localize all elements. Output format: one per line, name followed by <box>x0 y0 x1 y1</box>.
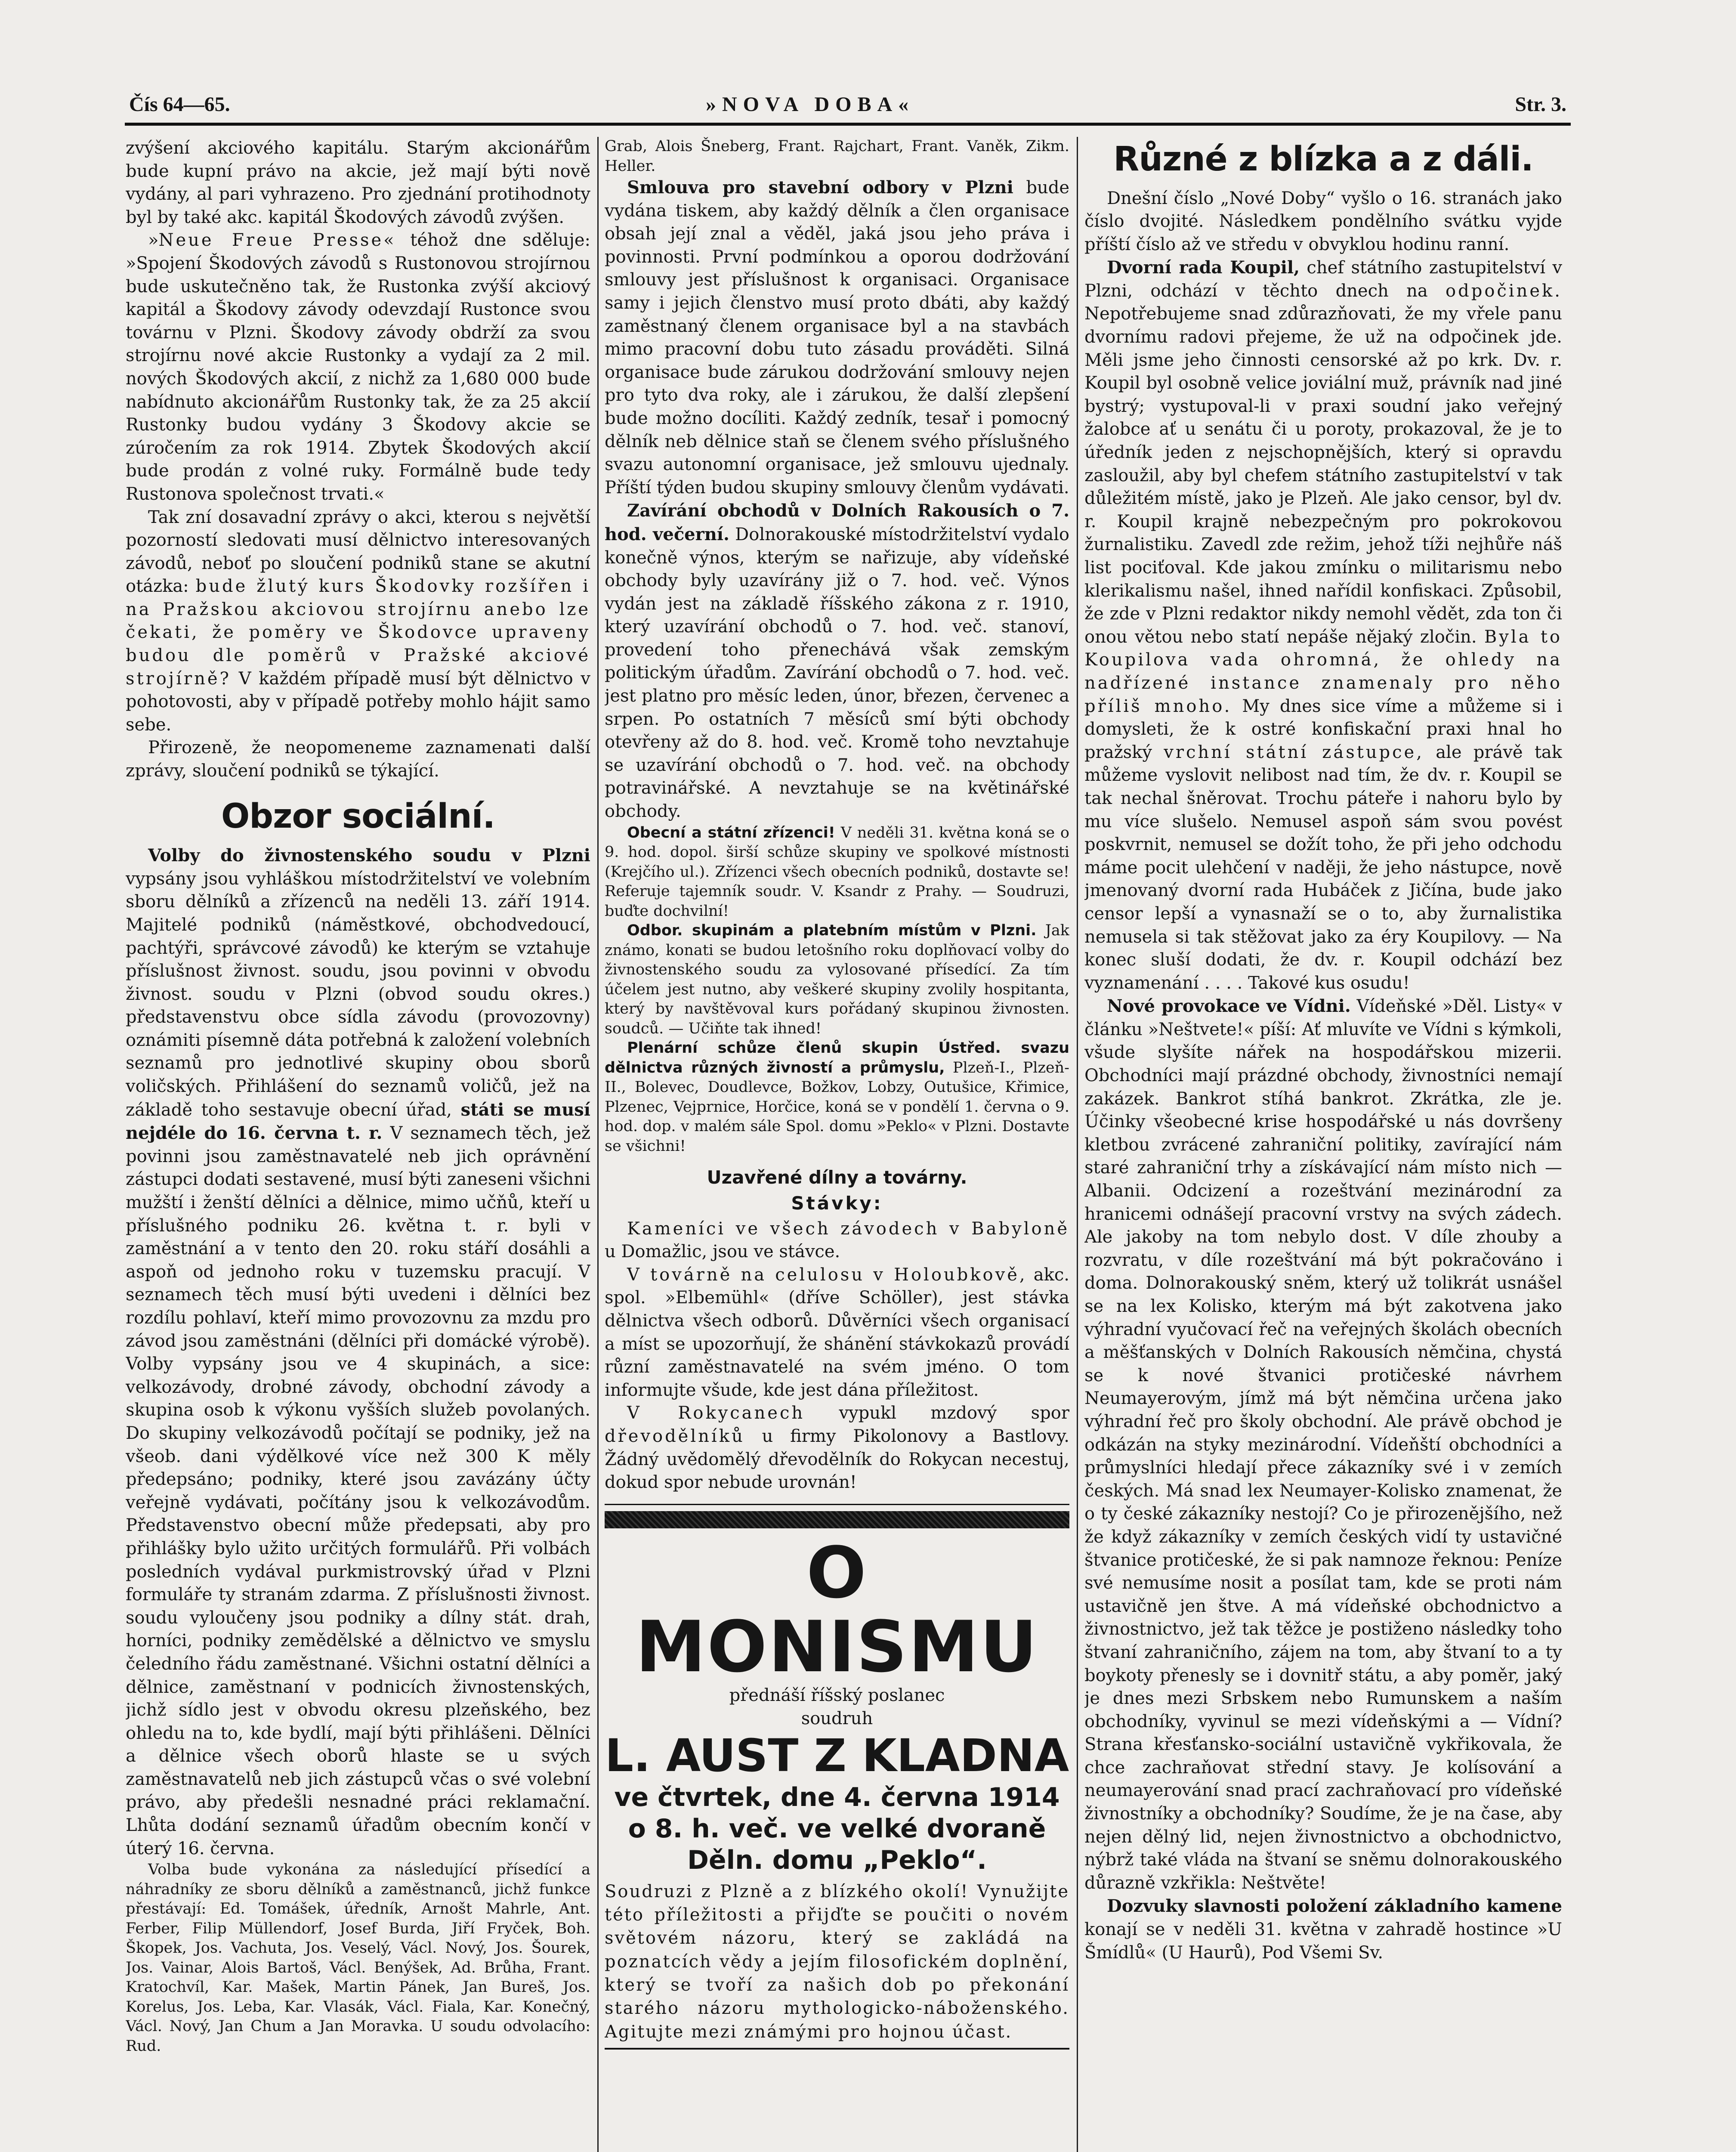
article-paragraph: Volba bude vykonána za následující přísedící a náhradníky ze sboru dělníků a zaměstnanců, jichž funkce přestávají: Ed. Tomášek, úředník, Arnošt Mahrle, Ant. Ferber, Filip Müllendorf, Josef Burda, Jiří Fryček, Boh. Škopek, Jos. Vachuta, Jos. Veselý, Václ. Nový, Jos. Šourek, Jos. Vainar, Alois Bartoš, Václ. Benýšek, Ad. Brůha, Frant. Kratochvíl, Kar. Mašek, Martin Pánek, Jan Bureš, Jos. Korelus, Jos. Leba, Kar. Vlasák, Václ. Fiala, Kar. Konečný, Václ. Nový, Jan Chum a Jan Moravka. U soudu odvolacího: Rud. <box>126 1861 590 2055</box>
header-rule <box>125 123 1571 126</box>
ad-body: Soudruzi z Plzně a z blízkého okolí! Vynužijte této příležitosti a přijďte se poučiti o novém světovém názoru, který se zakládá na poznatcích vědy a jejím filosofickém doplnění, který se tvoří za našich dob po překonání starého názoru mythologicko-náboženského. Agitujte mezi známými pro hojnou účast. <box>605 1881 1069 2042</box>
article-paragraph: zvýšení akciového kapitálu. Starým akcionářům bude kupní právo na akcie, jež mají býti nově vydány, al pari vyhrazeno. Pro zjednání protihodnoty byl by také akc. kapitál Škodových závodů zvýšen. <box>126 138 590 227</box>
ad-venue: Děln. domu „Peklo“. <box>687 1845 987 1876</box>
page-header <box>129 93 1566 123</box>
article-zavirani: Zavírání obchodů v Dolních Rakousích o 7. hod. večerní. Dolnorakouské místodržitelství vydalo konečně výnos, kterým se nařizuje, aby vídeňské obchody byly uzavírány již o 7. hod. več. Výnos vydán jest na základě říšského zákona z r. 1910, který uzavírání obchodů o 7. hod. več. stanoví, provedení toho přenechává však zemským politickým úřadům. Zavírání obchodů o 7. hod. več. jest platno pro měsíc leden, únor, březen, červenec a srpen. Po ostatních 7 měsíců smí býti obchody otevřeny až do 8. hod. več. Kromě toho nevztahuje se uzavírání obchodů o 7. hod. več. na obchody potravinářské. A nevztahuje se na květinářské obchody. <box>605 501 1069 822</box>
article-volby: Volby do živnostenského soudu v Plzni vypsány jsou vyhláškou místodržitelství ve volebním sboru dělníků a zřízenců na neděli 13. září 1914. Majitelé podniků (náměstkové, obchodvedoucí, pachtýři, správcové závodů) ke kterým se vztahuje příslušnost živnost. soudu, jsou povinni v obvodu živnost. soudu v Plzni (obvod soudu okres.) představenstvu obce sídla závodu (provozovny) oznámiti písemně dáta potřebná k založení volebních seznamů pro jednotlivé skupiny obou sborů voličských. Přihlášení do seznamů voličů, jež na základě toho sestavuje obecní úřad, státi se musí nejdéle do 16. června t. r. V seznamech těch, jež povinni jsou zaměstnavatelé neb jich oprávnění zástupci dodati sestavené, musí býti zaneseni všichni mužští i ženští dělníci a dělnice, mimo učňů, kteří u příslušného podniku 26. května t. r. byli v zaměstnání a v tento den 20. roku stáří dosáhli a aspoň od jednoho roku v tuzemsku pracují. V seznamech těch musí býti uvedeni i dělníci bez rozdílu pohlaví, kteří mimo provozovnu za mzdu pro závod jsou zaměstnáni (dělníci při domácké výrobě). Volby vypsány jsou ve 4 skupinách, a sice: velkozávody, drobné závody, obchodní závody a skupina osob k výkonu vyšších služeb povolaných. Do skupiny velkozávodů počítají se podniky, jež na všeob. dani výdělkové více než 300 K měly předepsáno; podniky, které jsou zavázány účty veřejně vydávati, počítány jsou k velkozávodům. Představenstvo obecní může předepsati, aby pro přihlášky bylo užito určitých formulářů. Při volbách posledních vydával purkmistrovský úřad v Plzni formuláře ty stranám zdarma. Z příslušnosti živnost. soudu vyloučeny jsou podniky a dílny stát. drah, horníci, podniky zemědělské a dělnictvo ve smyslu čeledního řádu zaměstnané. Všichni ostatní dělníci a dělnice, zaměstnaní v podnicích živnostenských, jichž sídlo jest v obvodu okresu plzeňského, bez ohledu na to, kde bydlí, mají býti přihlášeni. Dělníci a dělnice všech oborů hlaste se u svých zaměstnavatelů neb jich zástupců včas o své volební právo, aby předešli nesnadné práci reklamační. Lhůta dodání seznamů úřadům obecním končí v úterý 16. června. <box>126 845 590 1858</box>
ad-bottom-rule <box>605 2048 1069 2050</box>
strike-item: V Rokycanech vypukl mzdový spor dřevodělníků u firmy Pikolonovy a Bastlovy. Žádný uvědomělý dřevodělník do Rokycan necestuj, dokud spor nebude urovnán! <box>605 1403 1069 1493</box>
advertisement-monismus <box>605 1504 1069 2050</box>
article-paragraph: Dnešní číslo „Nové Doby“ vyšlo o 16. stranách jako číslo dvojité. Následkem pondělního svátku vyjde příští číslo až ve středu v obvyklou hodinu ranní. <box>1084 188 1562 254</box>
article-paragraph: Grab, Alois Šneberg, Frant. Rajchart, Frant. Vaněk, Zikm. Heller. <box>605 138 1069 175</box>
section-heading-ruzne: Různé z blízka a z dáli. <box>1113 140 1533 179</box>
article-paragraph: Tak zní dosavadní zprávy o akci, kterou s největší pozorností sledovati musí dělnictvo interesovaných závodů, neboť po sloučení podniků stane se akutní otázka: bude žlutý kurs Škodovky rozšířen i na Pražskou akciovou strojírnu anebo lze čekati, že poměry ve Škodovce upraveny budou dle poměrů v Pražské akciové strojírně? V každém případě musí být dělnictvo v pohotovosti, aby v případě potřeby mohlo hájit samo sebe. <box>126 507 590 735</box>
ad-speaker: L. AUST Z KLADNA <box>605 1729 1069 1782</box>
notice-odbor: Odbor. skupinám a platebním místům v Plzni. Jak známo, konati se budou letošního roku doplňovací volby do živnostenského soudu za vylosované přísedící. Za tím účelem jest nutno, aby veškeré skupiny zvolily hospitanta, který by navštěvoval kurs pořádaný skupinou živnosten. soudců. — Učiňte tak ihned! <box>605 922 1069 1037</box>
section-heading-obzor: Obzor sociální. <box>221 797 495 836</box>
article-smlouva: Smlouva pro stavební odbory v Plzni bude vydána tiskem, aby každý dělník a člen organisace obsah její znal a věděl, jaká jsou jeho práva i povinnosti. První podmínkou a oporou dodržování smlouvy jest příslušnost k organisaci. Organisace samy i jejich členstvo musí proto dbáti, aby každý zaměstnaný členem organisace byl a na stavbách mimo pracovní dobu tuto zásadu prováděti. Silná organisace bude zárukou dodržování smlouvy nejen pro tyto dva roky, ale i zárukou, že další zlepšení bude možno docíliti. Každý zedník, tesař i pomocný dělník neb dělnice staň se členem svého příslušného svazu autonomní organisace, jež smlouvu ujednaly. Příští týden budou skupiny smlouvy členům vydávati. <box>605 177 1069 498</box>
column-divider <box>597 137 599 2152</box>
ad-decorative-band <box>605 1511 1069 1528</box>
notice-obecni: Obecní a státní zřízenci! V neděli 31. května koná se o 9. hod. dopol. širší schůze skupiny ve spolkové místnosti (Krejčího ul.). Zřízenci všech obecních podniků, dostavte se! Referuje tajemník soudr. V. Ksandr z Prahy. — Soudruzi, buďte dochvilní! <box>605 824 1069 920</box>
article-paragraph: »Neue Freue Presse« téhož dne sděluje: »Spojení Škodových závodů s Rustonovou strojírnou bude uskutečněno tak, že Rustonka zvýší akciový kapitál a Škodovy závody odevzdají Rustonce svou továrnu v Plzni. Škodovy závody obdrží za svou strojírnu nové akcie Rustonky a vydají za 2 mil. nových Škodových akcií, z nichž za 1,680 000 bude nabídnuto akcionářům Rustonky tak, že za 25 akcií Rustonky budou vydány 3 Škodovy akcie se zúročením za rok 1914. Zbytek Škodových akcií bude prodán z volné ruky. Formálně bude tedy Rustonova společnost trvati.« <box>126 230 590 504</box>
masthead-title: »NOVA DOBA« <box>706 93 915 116</box>
notice-plenarni: Plenární schůze členů skupin Ústřed. svazu dělnictva různých živností a průmyslu, Plzeň-I., Plzeň-II., Bolevec, Doudlevce, Božkov, Lobzy, Outušice, Křimice, Plzenec, Vejprnice, Horčice, koná se v pondělí 1. června o 9. hod. dop. v malém sále Spol. domu »Peklo« v Plzni. Dostavte se všichni! <box>605 1039 1069 1155</box>
heading-uzavrene-dilny: Uzavřené dílny a továrny. <box>707 1167 967 1188</box>
ad-subtitle: přednáší říšský poslanec <box>729 1685 945 1706</box>
strike-item: V továrně na celulosu v Holoubkově, akc. spol. »Elbemühl« (dříve Schöller), jest stávka dělnictva všech odborů. Důvěrníci všech organisací a míst se upozorňují, že shánění stávkokazů provádí různí zaměstnavatelé na svém jméno. O tom informujte všude, kde jest dána příležitost. <box>605 1265 1069 1400</box>
ad-date: ve čtvrtek, dne 4. června 1914 <box>614 1782 1060 1812</box>
ad-title: O MONISMU <box>635 1531 1039 1688</box>
column-divider <box>1077 137 1078 2152</box>
article-paragraph: Přirozeně, že neopomeneme zaznamenati další zprávy, sloučení podniků se týkající. <box>126 738 590 781</box>
article-provokace: Nové provokace ve Vídni. Vídeňské »Děl. Listy« v článku »Neštvete!« píší: Ať mluvíte ve Vídni s kýmkoli, všude slyšíte nářek na hospodářskou mizerii. Obchodníci mají prázdné obchody, živnostníci nemají zakázek. Bankrot stíhá bankrot. Zkrátka, zle je. Účinky všeobecné krise hospodářské u nás dovršeny kletbou zvrácené zahraniční politiky, zavírající nám staré zahraniční trhy a získávající nám místo nich — Albanii. Odcizení a rozeštvání mezinárodní za hranicemi odnášejí pracovní vrstvy na svých zádech. Ale jakoby na tom nebylo dost. V díle zhouby a rozvratu, v díle rozeštvání má být pokračováno i doma. Dolnorakouský sněm, který už tolikrát usnášel se na lex Kolisko, kterým má být zakotvena jako výhradní vyučovací řeč na veřejných školách obecních a měšťanských v Dolních Rakousích němčina, chystá se k nové štvanici protičeské návrhem Neumayerovým, jímž má být němčina určena jako výhradní řeč pro školy obchodní. Ale právě obchod je odkázán na styky mezinárodní. Vídeňští obchodníci a průmyslníci hledají přece zákazníky své i v zemích českých. Má snad lex Neumayer-Kolisko znamenat, že o ty české zákazníky nestojí? Co je přirozenějšího, než že když zákazníky v zemích českých vidí ty ustavičné štvanice protičeské, že si pak namnoze řeknou: Peníze své nemusíme nosit a posílat tam, kde se proti nám ustavičně jen štve. A má vídeňské obchodnictvo a živnostnictvo, jež tak těžce je postiženo následky toho štvaní zahraničního, zájem na tom, aby štvaní to a ty boykoty přenesly se i dovnitř státu, a aby poměr, jaký je dnes mezi Srbskem nebo Rumunskem a naším obchodníky, vyvinul se mezi vídeňskými a — Vídní? Strana křesťansko-sociální ustavičně vykřikovala, že chce zachraňovat střední stavy. Je kolísování a neumayerování snad prací zachraňovací pro vídeňské živnostníky a obchodníky? Soudíme, že je na čase, aby nejen dělný lid, nejen živnostnictvo a obchodnictvo, nýbrž také vláda na štvaní se sněmu dolnorakouského důrazně vzkřikla: Neštvěte! <box>1084 996 1562 1893</box>
article-koupil: Dvorní rada Koupil, chef státního zastupitelství v Plzni, odchází v těchto dnech na odpočinek. Nepotřebujeme snad zdůrazňovati, že my vřele panu dvornímu radovi přejeme, že už na odpočinek jde. Měli jsme jeho činnosti censorské až po krk. Dv. r. Koupil byl osobně velice joviální muž, právník nad jiné bystrý; vystupoval-li v praxi soudní jako veřejný žalobce ať u senátu či u poroty, prokazoval, že je to úředník jeden z nejschopnějších, který si opravdu zasloužil, aby byl chefem státního zastupitelství v tak důležitém místě, jako je Plzeň. Ale jako censor, byl dv. r. Koupil krajně nebezpečným pro pokrokovou žurnalistiku. Zavedl zde režim, jehož tíži nejhůře náš list pociťoval. Kde jakou zmínku o militarismu nebo klerikalismu našel, ihned nařídil konfiskaci. Způsobil, že zde v Plzni redaktor nikdy nemohl vědět, zda ton či onou větou nebo statí nepáše nějaký zločin. Byla to Koupilova vada ohromná, že ohledy na nadřízené instance znamenaly pro něho příliš mnoho. My dnes sice víme a můžeme si i domysleti, že k ostré konfiskační praxi hnal ho pražský vrchní státní zástupce, ale právě tak můžeme vyslovit nelibost nad tím, že dv. r. Koupil se tak nechal šněrovat. Trochu páteře i nahoru bylo by mu více slušelo. Nemusel aspoň sám svou povést poskvrnit, nemusel se dožít toho, že při jeho odchodu máme pocit ulehčení v naději, že jeho nástupce, nově jmenovaný dvorní rada Hubáček z Jičína, bude jako censor lepší a vynasnaží se o to, aby žurnalistika nemusela si tak stěžovat jako za éry Koupilovy. — Na konec sluší dodati, že dv. r. Koupil odchází bez vyznamenání . . . . Takové kus osudu! <box>1084 257 1562 993</box>
column-2 <box>605 137 1069 2152</box>
issue-number: Čís 64—65. <box>129 93 230 116</box>
ad-subtitle: soudruh <box>801 1708 873 1728</box>
column-1 <box>126 137 590 2152</box>
page-number: Str. 3. <box>1515 93 1566 116</box>
strike-item: Kameníci ve všech závodech v Babyloně u Domažlic, jsou ve stávce. <box>605 1218 1069 1262</box>
ad-time: o 8. h. več. ve velké dvoraně <box>628 1814 1046 1844</box>
column-3 <box>1084 137 1562 2152</box>
heading-stavky: Stávky: <box>791 1193 883 1214</box>
article-dozvuky: Dozvuky slavnosti položení základního kamene konají se v neděli 31. května v zahradě hostince »U Šmídlů« (U Haurů), Pod Všemi Sv. <box>1084 1896 1562 1963</box>
